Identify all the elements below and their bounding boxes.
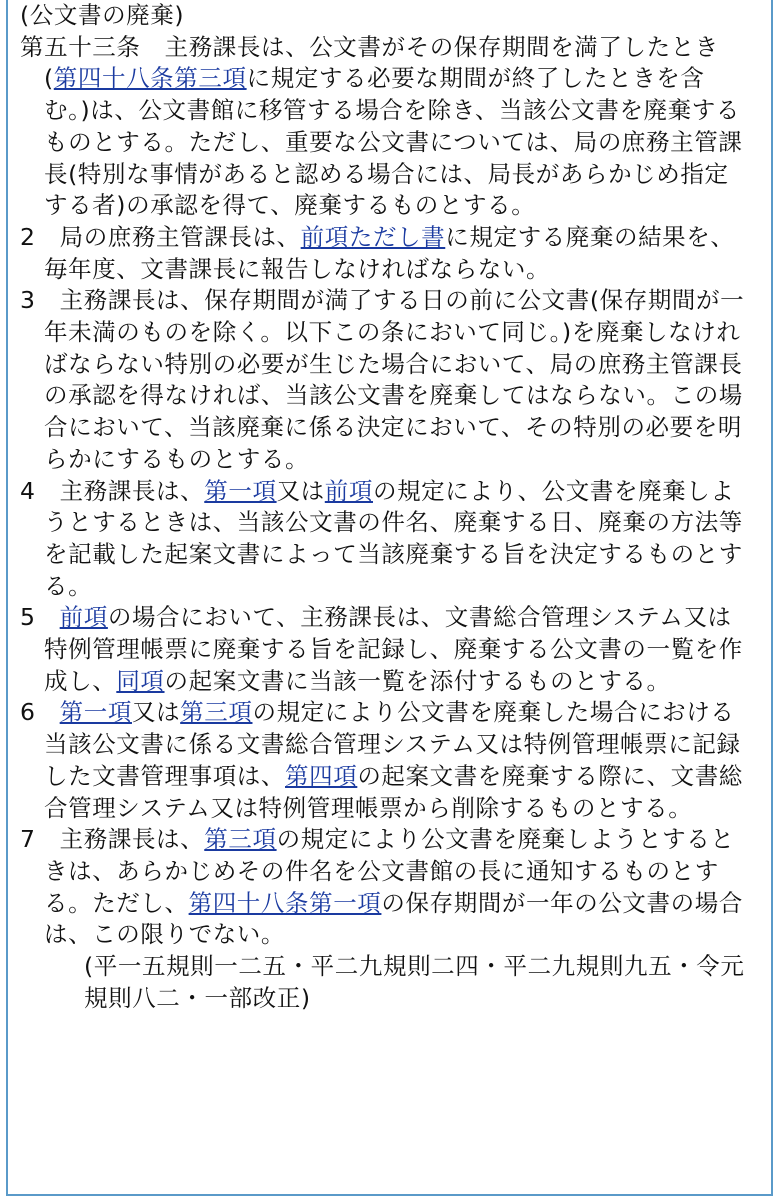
- text-segment: に規定する廃棄の結果を、毎年度、文書課長に報告しなければならない。: [44, 222, 735, 283]
- paragraph-4: [20, 476, 750, 603]
- text-segment: 第五十三条 主務課長は、公文書がその保存期間を満了したとき(: [20, 32, 719, 93]
- text-segment: の保存期間が一年の公文書の場合は、この限りでない。: [44, 888, 743, 949]
- link-preceding-paragraph[interactable]: 前項: [59, 603, 108, 632]
- text-segment: 6: [20, 698, 60, 727]
- text-segment: 2 局の庶務主管課長は、: [20, 222, 301, 251]
- text-segment: の場合において、主務課長は、文書総合管理システム又は特例管理帳票に廃棄する旨を記録し、廃棄する公文書の一覧を作成し、: [44, 603, 743, 695]
- paragraph-7: [20, 824, 750, 951]
- text-segment: 又は: [276, 476, 325, 505]
- link-same-paragraph[interactable]: 同項: [116, 666, 165, 695]
- link-paragraph-3[interactable]: 第三項: [204, 825, 277, 854]
- paragraph-3: [20, 285, 750, 475]
- paragraph-5: [20, 602, 750, 697]
- text-segment: の規定により、公文書を廃棄しようとするときは、当該公文書の件名、廃棄する日、廃棄の方法等を記載した起案文書によって当該廃棄する旨を決定するものとする。: [44, 476, 743, 600]
- link-article-48-para-3[interactable]: 第四十八条第三項: [53, 64, 247, 93]
- paragraph-6: [20, 697, 750, 824]
- text-segment: の規定により公文書を廃棄しようとするときは、あらかじめその件名を公文書館の長に通知するものとする。ただし、: [44, 825, 735, 917]
- article-53-paragraph-1: [20, 32, 750, 222]
- link-paragraph-1[interactable]: 第一項: [204, 476, 277, 505]
- text-segment: の規定により公文書を廃棄した場合における当該公文書に係る文書総合管理システム又は特例管理帳票に記録した文書管理事項は、: [44, 698, 741, 790]
- text-segment: の起案文書に当該一覧を添付するものとする。: [164, 666, 671, 695]
- link-paragraph-4[interactable]: 第四項: [285, 761, 358, 790]
- text-segment: 7 主務課長は、: [20, 825, 205, 854]
- article-content: [20, 0, 750, 1015]
- amendment-history: (平一五規則一二五・平二九規則二四・平二九規則九五・令元規則八二・一部改正): [84, 952, 745, 1012]
- text-segment: 又は: [131, 698, 181, 727]
- link-article-48-para-1[interactable]: 第四十八条第一項: [188, 888, 382, 917]
- link-preceding-proviso[interactable]: 前項ただし書: [300, 222, 446, 251]
- text-segment: に規定する必要な期間が終了したときを含む。)は、公文書館に移管する場合を除き、当該公文書を廃棄するものとする。ただし、重要な公文書については、局の庶務主管課長(特別な事情があると認める場合には、局長があらかじめ指定する者)の承認を得て、廃棄するものとする。: [44, 64, 743, 220]
- text-segment: 4 主務課長は、: [20, 476, 205, 505]
- article-caption: (公文書の廃棄): [20, 1, 185, 29]
- link-paragraph-1[interactable]: 第一項: [59, 698, 132, 727]
- paragraph-2: [20, 222, 750, 285]
- text-segment: 5: [20, 603, 60, 632]
- text-segment: 3 主務課長は、保存期間が満了する日の前に公文書(保存期間が一年未満のものを除く。以下この条において同じ。)を廃棄しなければならない特別の必要が生じた場合において、局の庶務主管課長の承認を得なければ、当該公文書を廃棄してはならない。この場合において、当該廃棄に係る決定において、その特別の必要を明らかにするものとする。: [20, 286, 745, 473]
- link-preceding-paragraph[interactable]: 前項: [324, 476, 373, 505]
- text-segment: の起案文書を廃棄する際に、文書総合管理システム又は特例管理帳票から削除するものとする。: [44, 761, 743, 822]
- link-paragraph-3[interactable]: 第三項: [180, 698, 253, 727]
